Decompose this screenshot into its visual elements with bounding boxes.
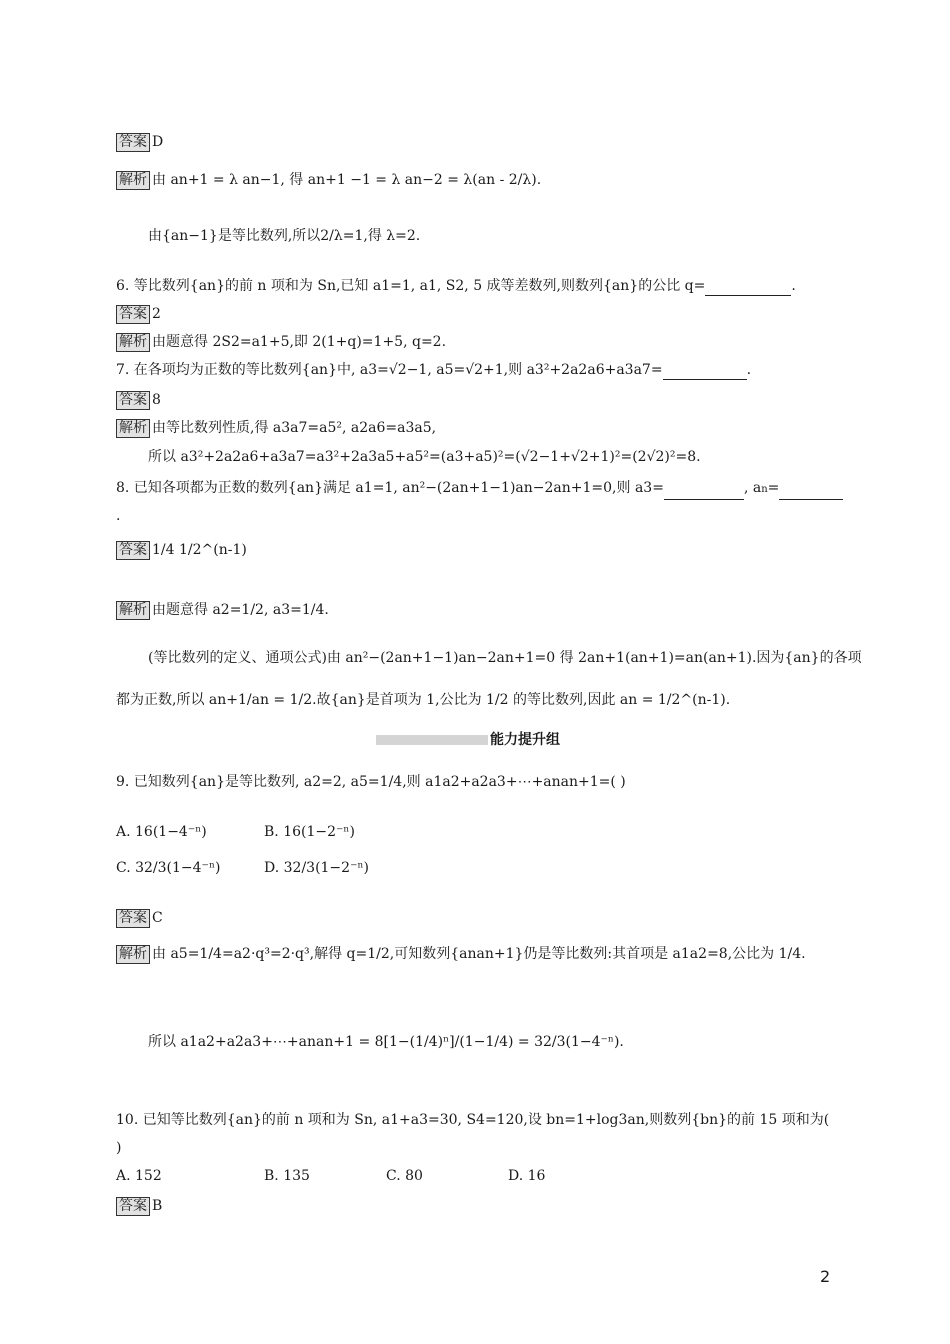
q9-option-a: A. 16(1−4⁻ⁿ) (116, 824, 207, 840)
q9-analysis-line-1 (116, 944, 806, 964)
q7-analysis-2: 所以 a3²+2a2a6+a3a7=a3²+2a3a5+a5²=(a3+a5)²=(√2−1+√2+1)²=(2√2)²=8. (148, 449, 701, 465)
q10-answer: B (152, 1198, 163, 1214)
q5-analysis-line-1 (116, 170, 541, 190)
analysis-tag: 解析 (116, 171, 150, 190)
q9-analysis-2: 所以 a1a2+a2a3+⋯+anan+1 = 8[1−(1/4)ⁿ]/(1−1/4) = 32/3(1−4⁻ⁿ). (148, 1034, 624, 1050)
q6-analysis-line (116, 332, 446, 352)
q6-blank (705, 281, 791, 296)
q10-question: 10. 已知等比数列{an}的前 n 项和为 Sn, a1+a3=30, S4=120,设 bn=1+log3an,则数列{bn}的前 15 项和为( (116, 1112, 830, 1128)
q9-option-d: D. 32/3(1−2⁻ⁿ) (264, 860, 369, 876)
q10-option-a: A. 152 (116, 1168, 162, 1184)
q9-answer-line (116, 908, 163, 928)
q6-answer-line (116, 304, 161, 324)
q9-option-b: B. 16(1−2⁻ⁿ) (264, 824, 355, 840)
q5-answer-line (116, 132, 163, 152)
q8-answer-line (116, 540, 247, 560)
q5-analysis-2: 由{an−1}是等比数列,所以2/λ=1,得 λ=2. (148, 228, 421, 244)
q10-option-d: D. 16 (508, 1168, 546, 1184)
section-title: 能力提升组 (490, 732, 560, 748)
q6-analysis: 由题意得 2S2=a1+5,即 2(1+q)=1+5, q=2. (152, 334, 447, 350)
page-number: 2 (820, 1267, 831, 1286)
q9-question: 9. 已知数列{an}是等比数列, a2=2, a5=1/4,则 a1a2+a2a3+⋯+anan+1=( ) (116, 774, 626, 790)
q9-analysis-line-2 (148, 1032, 624, 1052)
q7-analysis-line-2 (148, 447, 701, 467)
q7-analysis-1: 由等比数列性质,得 a3a7=a5², a2a6=a3a5, (152, 420, 437, 436)
q8-question-end: . (116, 508, 121, 524)
q8-analysis-1: 由题意得 a2=1/2, a3=1/4. (152, 602, 329, 618)
q6-answer: 2 (152, 306, 161, 322)
q5-analysis-1: 由 an+1 = λ an−1, 得 an+1 −1 = λ an−2 = λ(an - 2/λ). (152, 172, 542, 188)
q7-analysis-line-1 (116, 418, 436, 438)
analysis-tag: 解析 (116, 945, 150, 964)
q8-answer: 1/4 1/2^(n-1) (152, 542, 247, 558)
q9-option-c: C. 32/3(1−4⁻ⁿ) (116, 860, 221, 876)
q10-answer-line (116, 1196, 162, 1216)
q8-analysis-3: 都为正数,所以 an+1/an = 1/2.故{an}是首项为 1,公比为 1/2 的等比数列,因此 an = 1/2^(n-1). (116, 692, 731, 708)
answer-tag: 答案 (116, 391, 150, 410)
q9-analysis-1: 由 a5=1/4=a2·q³=2·q³,解得 q=1/2,可知数列{anan+1}仍是等比数列:其首项是 a1a2=8,公比为 1/4. (152, 946, 806, 962)
answer-tag: 答案 (116, 1197, 150, 1216)
q10-question-cont: ) (116, 1140, 122, 1156)
q10-option-c: C. 80 (386, 1168, 423, 1184)
q6-question: 6. 等比数列{an}的前 n 项和为 Sn,已知 a1=1, a1, S2, 5 成等差数列,则数列{an}的公比 q= . (116, 278, 796, 294)
q8-analysis-line-2 (148, 648, 862, 668)
analysis-tag: 解析 (116, 419, 150, 438)
analysis-tag: 解析 (116, 333, 150, 352)
q8-blank-a3 (664, 485, 744, 500)
q7-blank (663, 365, 747, 380)
answer-tag: 答案 (116, 909, 150, 928)
q5-answer: D (152, 134, 164, 150)
q7-answer-line (116, 390, 161, 410)
answer-tag: 答案 (116, 133, 150, 152)
q8-analysis-line-1 (116, 600, 329, 620)
q9-answer: C (152, 910, 163, 926)
section-bar (376, 735, 488, 745)
q8-analysis-2: (等比数列的定义、通项公式)由 an²−(2an+1−1)an−2an+1=0 得 2an+1(an+1)=an(an+1).因为{an}的各项 (148, 650, 862, 666)
q8-analysis-line-3 (116, 690, 730, 710)
q7-question: 7. 在各项均为正数的等比数列{an}中, a3=√2−1, a5=√2+1,则 a3²+2a2a6+a3a7= . (116, 362, 752, 378)
answer-tag: 答案 (116, 305, 150, 324)
q5-analysis-line-2 (148, 226, 420, 246)
q7-answer: 8 (152, 392, 161, 408)
analysis-tag: 解析 (116, 601, 150, 620)
answer-tag: 答案 (116, 541, 150, 560)
q8-question: 8. 已知各项都为正数的数列{an}满足 a1=1, an²−(2an+1−1)an−2an+1=0,则 a3= , an= (116, 478, 843, 500)
q8-blank-an (779, 485, 843, 500)
q10-option-b: B. 135 (264, 1168, 310, 1184)
